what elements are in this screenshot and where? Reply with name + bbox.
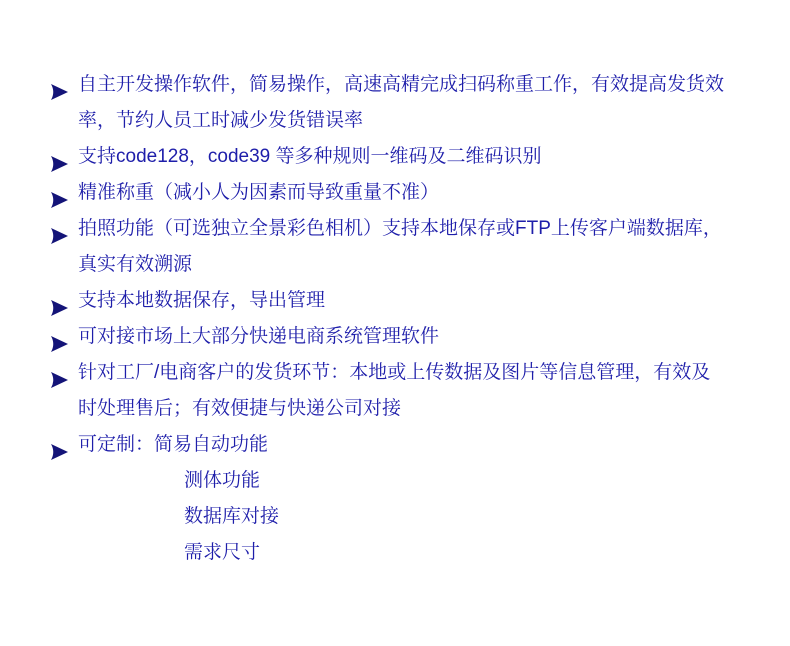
sub-item-text: 数据库对接 [184,506,280,527]
feature-text: 针对工厂/电商客户的发货环节：本地或上传数据及图片等信息管理，有效及时处理售后；有效便捷与快递公司对接 [78,362,711,419]
list-item [50,67,726,139]
feature-list [50,67,726,571]
list-item [50,355,726,427]
feature-text: 支持本地数据保存，导出管理 [78,290,326,311]
list-item [50,283,726,319]
feature-text: 拍照功能（可选独立全景彩色相机）支持本地保存或FTP上传客户端数据库，真实有效溯源 [78,218,722,275]
bullet-arrow-icon [50,437,68,453]
list-item [50,139,726,175]
list-item [50,427,726,463]
bullet-arrow-icon [50,185,68,201]
feature-text: 支持code128，code39 等多种规则一维码及二维码识别 [78,146,542,167]
list-item [50,211,726,283]
sub-item-text: 测体功能 [184,470,261,491]
list-item [50,175,726,211]
bullet-arrow-icon [50,293,68,309]
list-item [50,319,726,355]
feature-text: 精准称重（减小人为因素而导致重量不准） [78,182,440,203]
bullet-arrow-icon [50,221,68,237]
feature-text: 可对接市场上大部分快递电商系统管理软件 [78,326,440,347]
feature-text: 自主开发操作软件，简易操作，高速高精完成扫码称重工作，有效提高发货效率，节约人员工时减少发货错误率 [78,74,725,131]
bullet-arrow-icon [50,329,68,345]
sub-item-text: 需求尺寸 [184,542,261,563]
bullet-arrow-icon [50,149,68,165]
feature-text: 可定制：简易自动功能 [78,434,269,455]
customization-sub-item [50,499,726,535]
bullet-arrow-icon [50,77,68,93]
bullet-arrow-icon [50,365,68,381]
customization-sub-item [50,535,726,571]
customization-sub-item [50,463,726,499]
